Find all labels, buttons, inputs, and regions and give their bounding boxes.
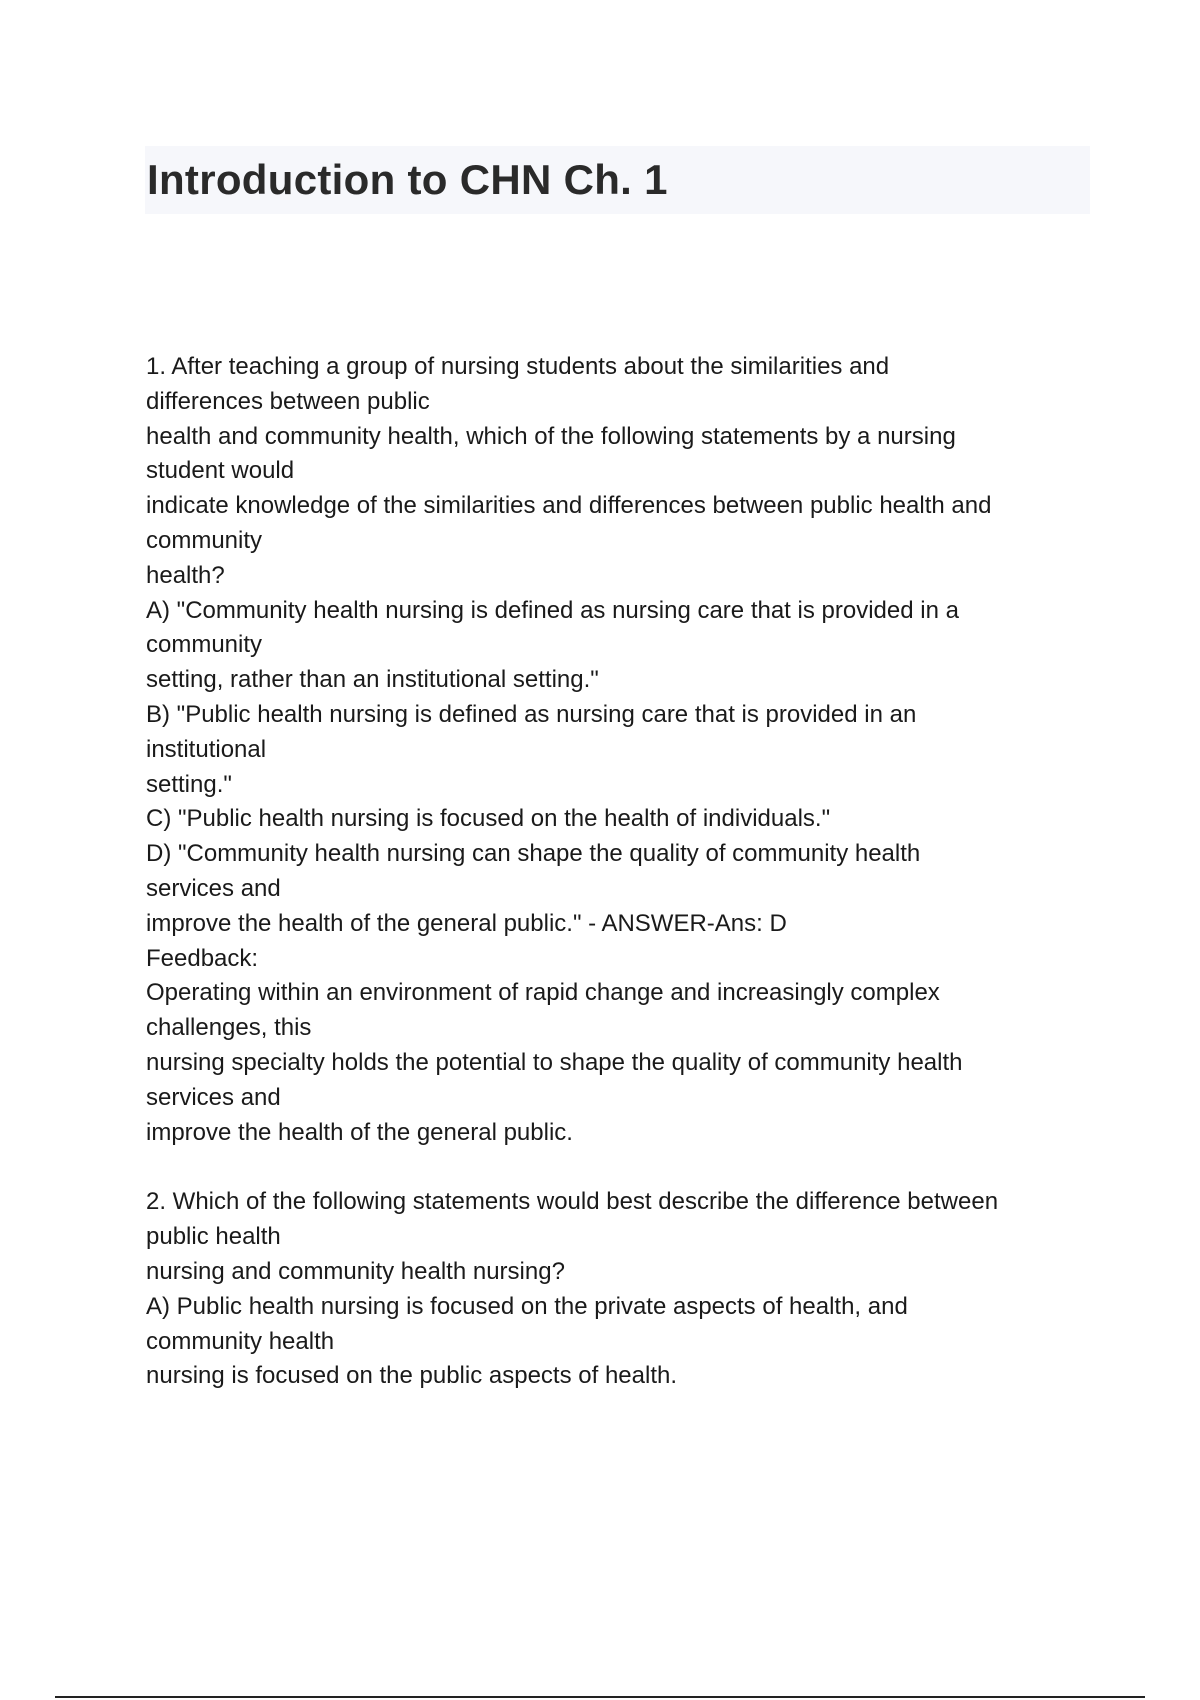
- text-line: 1. After teaching a group of nursing students about the similarities and: [146, 353, 890, 380]
- option-a-line: setting, rather than an institutional setting.": [146, 666, 599, 694]
- feedback-line: Operating within an environment of rapid change and increasingly complex: [146, 979, 940, 1007]
- document-body: [146, 350, 1091, 1429]
- option-a-line: A) Public health nursing is focused on the private aspects of health, and: [146, 1292, 908, 1320]
- option-a-line: A) "Community health nursing is defined as nursing care that is provided in a: [146, 596, 959, 624]
- text-line: community: [146, 526, 263, 554]
- option-d-line: services and: [146, 874, 281, 902]
- option-b-line: setting.": [146, 770, 232, 798]
- text-line: 2. Which of the following statements would best describe the difference between: [146, 1188, 999, 1216]
- answer-line: improve the health of the general public." - ANSWER-Ans: D: [146, 909, 787, 937]
- text-line: differences between public: [146, 387, 430, 415]
- text-line: indicate knowledge of the similarities and differences between public health and: [146, 492, 992, 520]
- feedback-line: nursing specialty holds the potential to shape the quality of community health: [146, 1048, 963, 1076]
- text-line: health?: [146, 561, 225, 589]
- footer-divider: [55, 1696, 1145, 1698]
- title-banner: [145, 146, 1090, 214]
- text-line: public health: [146, 1223, 281, 1251]
- option-a-line: community health: [146, 1327, 335, 1355]
- feedback-label: Feedback:: [146, 944, 259, 972]
- option-a-line: nursing is focused on the public aspects of health.: [146, 1362, 677, 1390]
- question-1: [146, 350, 1091, 1150]
- text-line: health and community health, which of the following statements by a nursing: [146, 422, 956, 450]
- text-line: student would: [146, 457, 295, 485]
- feedback-line: improve the health of the general public.: [146, 1118, 573, 1146]
- feedback-line: challenges, this: [146, 1014, 312, 1042]
- question-2: [146, 1185, 1091, 1394]
- option-b-line: institutional: [146, 735, 267, 763]
- page-title: Introduction to CHN Ch. 1: [147, 156, 668, 203]
- option-b-line: B) "Public health nursing is defined as nursing care that is provided in an: [146, 700, 917, 728]
- feedback-line: services and: [146, 1083, 281, 1111]
- option-a-line: community: [146, 631, 263, 659]
- option-d-line: D) "Community health nursing can shape the quality of community health: [146, 840, 921, 868]
- text-line: nursing and community health nursing?: [146, 1257, 565, 1285]
- option-c-line: C) "Public health nursing is focused on the health of individuals.": [146, 805, 831, 833]
